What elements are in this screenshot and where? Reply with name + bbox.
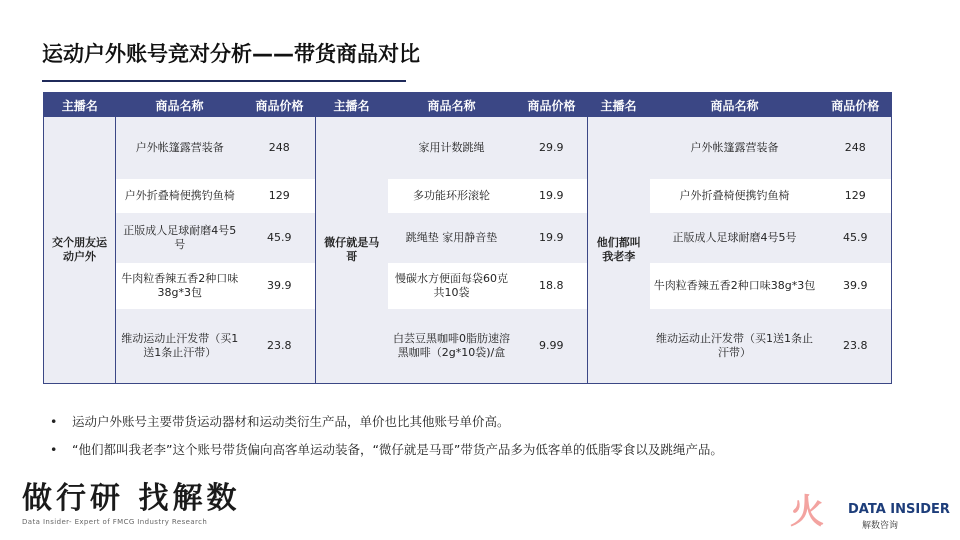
product-comparison-table [43,92,892,384]
product-name: 慢碳水方便面每袋60克共10袋 [388,263,516,309]
product-name: 户外折叠椅便携钓鱼椅 [650,179,820,213]
product-price: 45.9 [820,213,892,263]
table-header-row [44,93,892,118]
product-name: 牛肉粒香辣五香2种口味38g*3包 [650,263,820,309]
header-host-2: 主播名 [316,93,388,118]
product-price: 39.9 [244,263,316,309]
bullet-text: 运动户外账号主要带货运动器材和运动类衍生产品，单价也比其他账号单价高。 [72,414,510,429]
brand-tagline: Data Insider- Expert of FMCG Industry Research [22,518,208,526]
summary-bullets [50,412,723,468]
header-price-1: 商品价格 [244,93,316,118]
page-title: 运动户外账号竞对分析——带货商品对比 [42,42,420,66]
title-underline [42,80,406,82]
product-price: 39.9 [820,263,892,309]
product-price: 23.8 [820,309,892,383]
table-row [44,179,892,213]
table-row [44,117,892,179]
bullet-item [50,440,723,460]
product-name: 户外折叠椅便携钓鱼椅 [116,179,244,213]
product-name: 维动运动止汗发带（买1送1条止汗带） [650,309,820,383]
bullet-item [50,412,723,432]
table-row [44,263,892,309]
header-price-3: 商品价格 [820,93,892,118]
header-host-1: 主播名 [44,93,116,118]
header-product-2: 商品名称 [388,93,516,118]
product-price: 129 [244,179,316,213]
product-price: 18.8 [516,263,588,309]
logo-mark-icon: 火 [790,492,824,532]
product-price: 19.9 [516,213,588,263]
product-price: 9.99 [516,309,588,383]
header-product-3: 商品名称 [650,93,820,118]
product-price: 45.9 [244,213,316,263]
product-price: 23.8 [244,309,316,383]
header-host-3: 主播名 [588,93,650,118]
brand-slogan: 做行研 找解数 [22,481,241,516]
host-name-1: 交个朋友运动户外 [44,117,116,383]
data-insider-logo [790,478,950,536]
logo-name: DATA INSIDER [848,502,950,517]
host-name-2: 微仔就是马哥 [316,117,388,383]
product-name: 户外帐篷露营装备 [650,117,820,179]
product-price: 19.9 [516,179,588,213]
product-name: 正版成人足球耐磨4号5号 [650,213,820,263]
header-product-1: 商品名称 [116,93,244,118]
product-price: 129 [820,179,892,213]
bullet-dot-icon: • [50,442,58,457]
table-row [44,309,892,383]
product-name: 跳绳垫 家用静音垫 [388,213,516,263]
product-name: 牛肉粒香辣五香2种口味38g*3包 [116,263,244,309]
logo-subname: 解数咨询 [862,521,899,531]
product-name: 正版成人足球耐磨4号5号 [116,213,244,263]
product-name: 多功能环形滚轮 [388,179,516,213]
bullet-dot-icon: • [50,414,58,429]
product-name: 户外帐篷露营装备 [116,117,244,179]
header-price-2: 商品价格 [516,93,588,118]
host-name-3: 他们都叫我老李 [588,117,650,383]
product-name: 白芸豆黑咖啡0脂肪速溶黑咖啡（2g*10袋)/盒 [388,309,516,383]
product-price: 248 [820,117,892,179]
product-name: 维动运动止汗发带（买1送1条止汗带） [116,309,244,383]
bullet-text: “他们都叫我老李”这个账号带货偏向高客单运动装备，“微仔就是马哥”带货产品多为低客单的低脂零食以及跳绳产品。 [72,442,723,457]
table-row [44,213,892,263]
product-price: 248 [244,117,316,179]
product-name: 家用计数跳绳 [388,117,516,179]
brand-slogan-logo [22,482,240,526]
product-price: 29.9 [516,117,588,179]
